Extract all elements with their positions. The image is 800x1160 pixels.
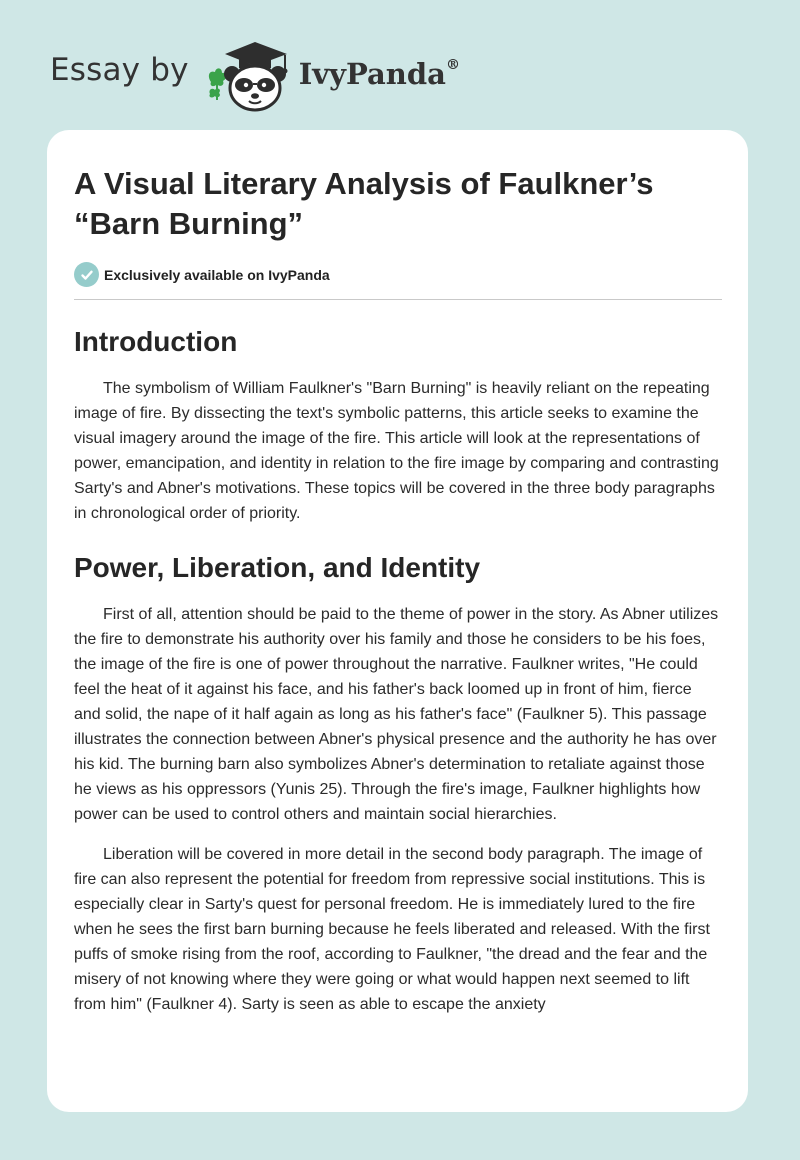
title-divider: [74, 299, 722, 300]
exclusive-badge-label: Exclusively available on IvyPanda: [104, 266, 330, 283]
paragraph: The symbolism of William Faulkner's "Barn Burning" is heavily reliant on the repeating image of fire. By dissecting the text's symbolic patterns, this article seeks to examine the visual imagery around the image of the fire. This article will look at the representations of power, emancipation, and identity in relation to the fire image by comparing and contrasting Sarty's and Abner's motivations. These topics will be covered in the three body paragraphs in chronological order of priority.: [74, 380, 719, 522]
brand-prefix: Essay by: [50, 52, 189, 88]
paragraph: First of all, attention should be paid to the theme of power in the story. As Abner utilizes the fire to demonstrate his authority over his family and those he considers to be his foes, the image of the fire is one of power throughout the narrative. Faulkner writes, "He could feel the heat of it against his face, and his father's back loomed up in front of him, fierce and solid, the nape of it half again as long as his father's face" (Faulkner 5). This passage illustrates the connection between Abner's physical presence and the authority he has over his kid. The burning barn also symbolizes Abner's determination to retaliate against those he views as his oppressors (Yunis 25). Through the fire's image, Faulkner highlights how power can be used to control others and maintain social hierarchies.: [74, 606, 719, 823]
panda-logo-icon: [205, 38, 297, 114]
essay-card: [47, 130, 748, 1112]
brand-name: IvyPanda®: [298, 57, 460, 91]
section-heading-power-liberation-identity: Power, Liberation, and Identity: [74, 552, 481, 583]
section-heading-introduction: Introduction: [74, 326, 238, 357]
essay-title: A Visual Literary Analysis of Faulkner’s “Barn Burning”: [74, 166, 654, 241]
site-header: [50, 36, 460, 116]
check-circle-icon: [74, 262, 99, 287]
paragraph: Liberation will be covered in more detail in the second body paragraph. The image of fire can also represent the potential for freedom from repressive social institutions. This is especially clear in Sarty's quest for personal freedom. He is immediately lured to the fire when he sees the first barn burning because he feels liberated and released. With the first puffs of smoke rising from the roof, according to Faulkner, "the dread and the fear and the misery of not knowing where they were going or what would happen next seemed to lift from him" (Faulkner 4). Sarty is seen as able to escape the anxiety: [74, 846, 710, 1013]
exclusive-badge: [74, 262, 722, 287]
